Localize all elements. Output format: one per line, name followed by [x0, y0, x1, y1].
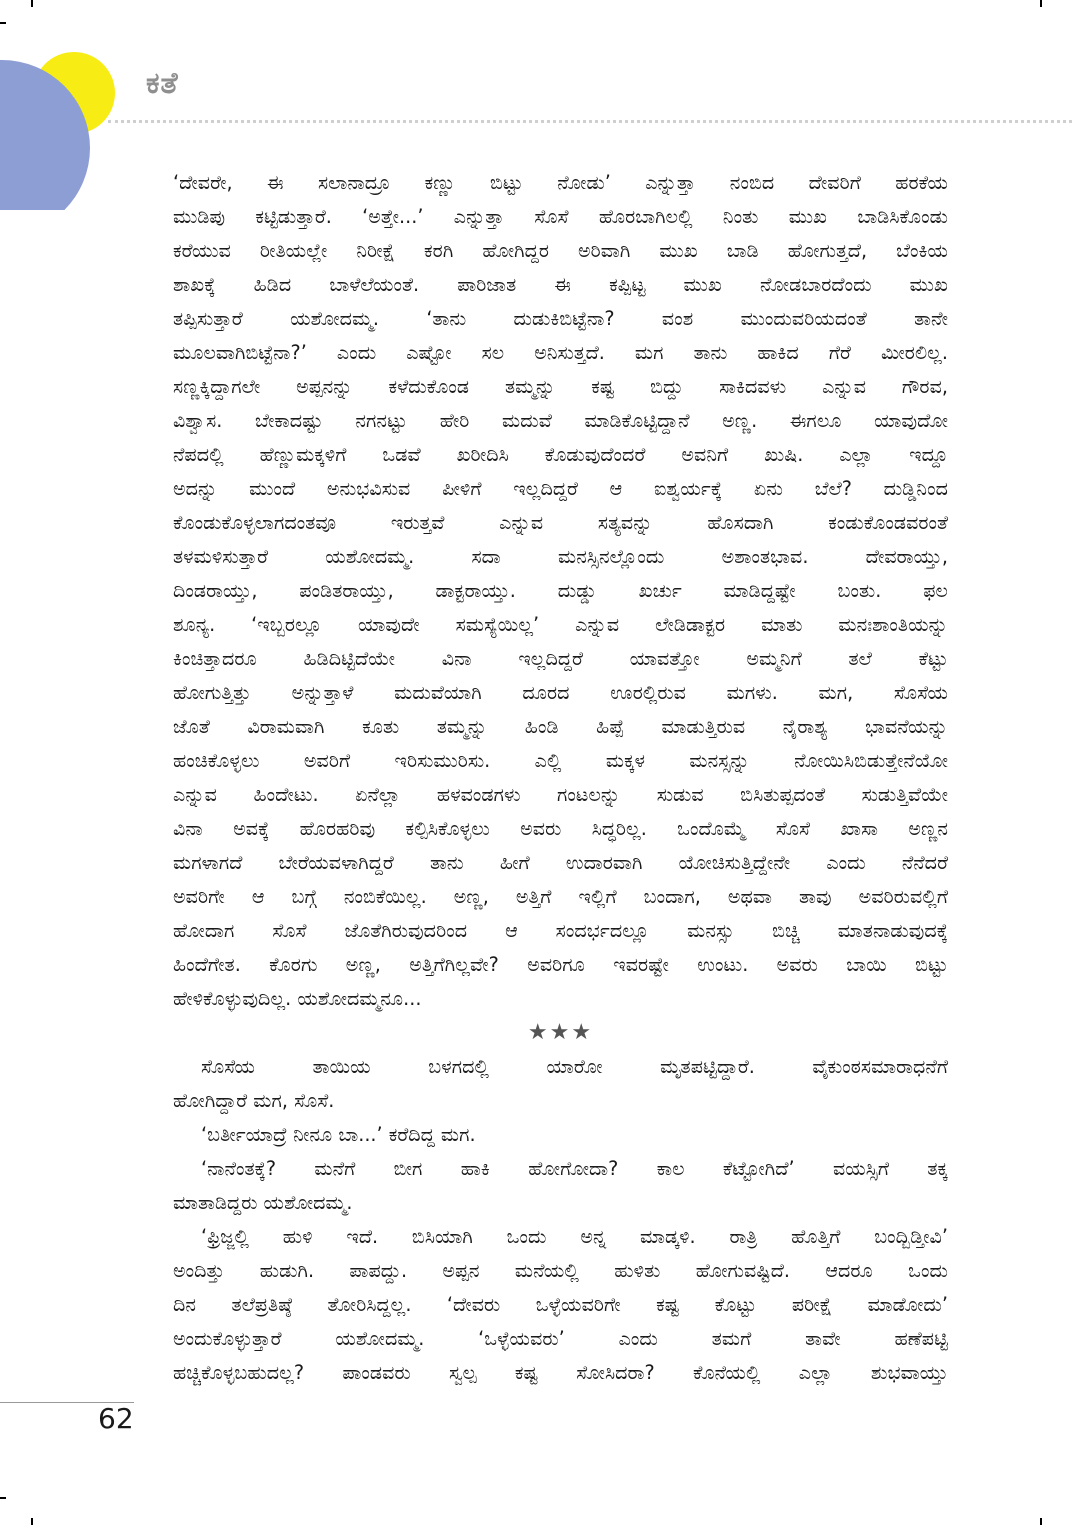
text-line: ದಿಂಡರಾಯ್ತು, ಪಂಡಿತರಾಯ್ತು, ಡಾಕ್ಟರಾಯ್ತು. ದುಡ್ಡು ಖರ್ಚು ಮಾಡಿದ್ದಷ್ಟೇ ಬಂತು. ಫಲ	[173, 579, 948, 602]
text-line: ಮಗಳಾಗದೆ ಬೇರೆಯವಳಾಗಿದ್ದರೆ ತಾನು ಹೀಗೆ ಉದಾರವಾಗಿ ಯೋಚಿಸುತ್ತಿದ್ದೇನೇ ಎಂದು ನೆನೆದರೆ	[173, 851, 948, 874]
text-line: ವಿನಾ ಅವಕ್ಕೆ ಹೊರಹರಿವು ಕಲ್ಪಿಸಿಕೊಳ್ಳಲು ಅವರು ಸಿದ್ಧರಿಲ್ಲ. ಒಂದೊಮ್ಮೆ ಸೊಸೆ ಖಾಸಾ ಅಣ್ಣನ	[173, 817, 948, 840]
page-number: 62	[98, 1402, 134, 1435]
paragraph	[173, 1152, 948, 1220]
text-line: ನೆಪದಲ್ಲಿ ಹೆಣ್ಣುಮಕ್ಕಳಿಗೆ ಒಡವೆ ಖರೀದಿಸಿ ಕೊಡುವುದೆಂದರೆ ಅವನಿಗೆ ಖುಷಿ. ಎಲ್ಲಾ ಇದ್ದೂ	[173, 443, 948, 466]
text-line: ಮುಡಿಪು ಕಟ್ಟಿಡುತ್ತಾರೆ. ‘ಅತ್ತೇ...’ ಎನ್ನುತ್ತಾ ಸೊಸೆ ಹೊರಬಾಗಿಲಲ್ಲಿ ನಿಂತು ಮುಖ ಬಾಡಿಸಿಕೊಂಡು	[173, 205, 948, 228]
paragraph	[173, 1118, 948, 1152]
text-line: ಹಚ್ಚಿಕೊಳ್ಳಬಹುದಲ್ಲ? ಪಾಂಡವರು ಸ್ವಲ್ಪ ಕಷ್ಟ ಸೋಸಿದರಾ? ಕೊನೆಯಲ್ಲಿ ಎಲ್ಲಾ ಶುಭವಾಯ್ತು	[173, 1361, 948, 1384]
crop-mark	[0, 1497, 6, 1499]
paragraph	[173, 1220, 948, 1390]
text-line: ಶಾಖಕ್ಕೆ ಹಿಡಿದ ಬಾಳೆಲೆಯಂತೆ. ಪಾರಿಜಾತ ಈ ಕಪ್ಪಿಟ್ಟ ಮುಖ ನೋಡಬಾರದೆಂದು ಮುಖ	[173, 273, 948, 296]
text-line: ‘ಬರ್ತೀಯಾದ್ರೆ ನೀನೂ ಬಾ...’ ಕರೆದಿದ್ದ ಮಗ.	[201, 1123, 476, 1146]
text-line: ಹಿಂದೆಗೇತ. ಕೊರಗು ಅಣ್ಣ, ಅತ್ತಿಗೆಗಿಲ್ಲವೇ? ಅವರಿಗೂ ಇವರಷ್ಟೇ ಉಂಟು. ಅವರು ಬಾಯಿ ಬಿಟ್ಟು	[173, 953, 948, 976]
text-line: ಶೂನ್ಯ. ‘ಇಬ್ಬರಲ್ಲೂ ಯಾವುದೇ ಸಮಸ್ಯೆಯಿಲ್ಲ’ ಎನ್ನುವ ಲೇಡಿಡಾಕ್ಟರ ಮಾತು ಮನಃಶಾಂತಿಯನ್ನು	[173, 613, 948, 636]
paragraph	[173, 166, 948, 1016]
section-title: ಕತೆ	[146, 66, 179, 101]
text-line: ‘ನಾನೆಂತಕ್ಕೆ? ಮನೆಗೆ ಬೀಗ ಹಾಕಿ ಹೋಗೋದಾ? ಕಾಲ ಕೆಟ್ಟೋಗಿದೆ’ ವಯಸ್ಸಿಗೆ ತಕ್ಕ	[201, 1157, 948, 1180]
text-line: ‘ಫ್ರಿಜ್ಜಲ್ಲಿ ಹುಳಿ ಇದೆ. ಬಿಸಿಯಾಗಿ ಒಂದು ಅನ್ನ ಮಾಡ್ಕಳಿ. ರಾತ್ರಿ ಹೊತ್ತಿಗೆ ಬಂದ್ಬಿಡ್ತೀವಿ’	[201, 1225, 948, 1248]
text-line: ಹಂಚಿಕೊಳ್ಳಲು ಅವರಿಗೆ ಇರಿಸುಮುರಿಸು. ಎಲ್ಲಿ ಮಕ್ಕಳ ಮನಸ್ಸನ್ನು ನೋಯಿಸಿಬಿಡುತ್ತೇನೆಯೋ	[173, 749, 948, 772]
text-line: ದಿನ ತಲೆಪ್ರತಿಷ್ಠೆ ತೋರಿಸಿದ್ದಲ್ಲ. ‘ದೇವರು ಒಳ್ಳೆಯವರಿಗೇ ಕಷ್ಟ ಕೊಟ್ಟು ಪರೀಕ್ಷೆ ಮಾಡೋದು’	[173, 1293, 948, 1316]
dotted-divider	[108, 120, 1072, 123]
text-line: ಮೂಲವಾಗಿಬಿಟ್ಟೆನಾ?’ ಎಂದು ಎಷ್ಟೋ ಸಲ ಅನಿಸುತ್ತದೆ. ಮಗ ತಾನು ಹಾಕಿದ ಗೆರೆ ಮೀರಲಿಲ್ಲ.	[173, 341, 948, 364]
story-body	[173, 166, 948, 1390]
section-separator-stars: ★★★	[527, 1020, 594, 1045]
text-line: ವಿಶ್ವಾಸ. ಬೇಕಾದಷ್ಟು ನಗನಟ್ಟು ಹೇರಿ ಮದುವೆ ಮಾಡಿಕೊಟ್ಟಿದ್ದಾನೆ ಅಣ್ಣ. ಈಗಲೂ ಯಾವುದೋ	[173, 409, 948, 432]
text-line: ಅಂದಿತ್ತು ಹುಡುಗಿ. ಪಾಪದ್ದು. ಅಪ್ಪನ ಮನೆಯಲ್ಲಿ ಹುಳಿತು ಹೋಗುವಷ್ಟಿದೆ. ಆದರೂ ಒಂದು	[173, 1259, 948, 1282]
text-line: ಕರೆಯುವ ರೀತಿಯಲ್ಲೇ ನಿರೀಕ್ಷೆ ಕರಗಿ ಹೋಗಿದ್ದರ ಅರಿವಾಗಿ ಮುಖ ಬಾಡಿ ಹೋಗುತ್ತದೆ, ಬೆಂಕಿಯ	[173, 239, 948, 262]
crop-mark	[1040, 0, 1042, 7]
text-line: ಹೇಳಿಕೊಳ್ಳುವುದಿಲ್ಲ. ಯಶೋದಮ್ಮನೂ...	[173, 987, 422, 1010]
crop-mark	[1040, 1518, 1042, 1525]
text-line: ಹೋದಾಗ ಸೊಸೆ ಜೊತೆಗಿರುವುದರಿಂದ ಆ ಸಂದರ್ಭದಲ್ಲೂ ಮನಸ್ಸು ಬಿಚ್ಚಿ ಮಾತನಾಡುವುದಕ್ಕೆ	[173, 919, 948, 942]
paragraph	[173, 1050, 948, 1118]
text-line: ಎನ್ನುವ ಹಿಂದೇಟು. ಏನೆಲ್ಲಾ ಹಳವಂಡಗಳು ಗಂಟಲನ್ನು ಸುಡುವ ಬಿಸಿತುಪ್ಪದಂತೆ ಸುಡುತ್ತಿವೆಯೇ	[173, 783, 948, 806]
text-line: ಹೋಗುತ್ತಿತ್ತು ಅನ್ನುತ್ತಾಳೆ ಮದುವೆಯಾಗಿ ದೂರದ ಊರಲ್ಲಿರುವ ಮಗಳು. ಮಗ, ಸೊಸೆಯ	[173, 681, 948, 704]
text-line: ಅದನ್ನು ಮುಂದೆ ಅನುಭವಿಸುವ ಪೀಳಿಗೆ ಇಲ್ಲದಿದ್ದರೆ ಆ ಐಶ್ವರ್ಯಕ್ಕೆ ಏನು ಬೆಲೆ? ದುಡ್ಡಿನಿಂದ	[173, 477, 948, 500]
text-line: ಕಿಂಚಿತ್ತಾದರೂ ಹಿಡಿದಿಟ್ಟಿದೆಯೇ ವಿನಾ ಇಲ್ಲದಿದ್ದರೆ ಯಾವತ್ತೋ ಅಮ್ಮನಿಗೆ ತಲೆ ಕೆಟ್ಟು	[173, 647, 948, 670]
text-line: ತಪ್ಪಿಸುತ್ತಾರೆ ಯಶೋದಮ್ಮ. ‘ತಾನು ದುಡುಕಿಬಿಟ್ಟೆನಾ? ವಂಶ ಮುಂದುವರಿಯದಂತೆ ತಾನೇ	[173, 307, 948, 330]
text-line: ಜೊತೆ ವಿರಾಮವಾಗಿ ಕೂತು ತಮ್ಮನ್ನು ಹಿಂಡಿ ಹಿಪ್ಪೆ ಮಾಡುತ್ತಿರುವ ನೈರಾಶ್ಯ ಭಾವನೆಯನ್ನು	[173, 715, 948, 738]
header-decoration	[0, 0, 140, 210]
text-line: ಮಾತಾಡಿದ್ದರು ಯಶೋದಮ್ಮ.	[173, 1191, 353, 1214]
text-line: ಅಂದುಕೊಳ್ಳುತ್ತಾರೆ ಯಶೋದಮ್ಮ. ‘ಒಳ್ಳೆಯವರು’ ಎಂದು ತಮಗೆ ತಾವೇ ಹಣೆಪಟ್ಟಿ	[173, 1327, 948, 1350]
text-line: ತಳಮಳಿಸುತ್ತಾರೆ ಯಶೋದಮ್ಮ. ಸದಾ ಮನಸ್ಸಿನಲ್ಲೊಂದು ಅಶಾಂತಭಾವ. ದೇವರಾಯ್ತು,	[173, 545, 948, 568]
text-line: ಸಣ್ಣಕ್ಕಿದ್ದಾಗಲೇ ಅಪ್ಪನನ್ನು ಕಳೆದುಕೊಂಡ ತಮ್ಮನ್ನು ಕಷ್ಟ ಬಿದ್ದು ಸಾಕಿದವಳು ಎನ್ನುವ ಗೌರವ,	[173, 375, 948, 398]
text-line: ಹೋಗಿದ್ದಾರೆ ಮಗ, ಸೊಸೆ.	[173, 1089, 335, 1112]
text-line: ಕೊಂಡುಕೊಳ್ಳಲಾಗದಂತವೂ ಇರುತ್ತವೆ ಎನ್ನುವ ಸತ್ಯವನ್ನು ಹೊಸದಾಗಿ ಕಂಡುಕೊಂಡವರಂತೆ	[173, 511, 948, 534]
text-line: ಅವರಿಗೇ ಆ ಬಗ್ಗೆ ನಂಬಿಕೆಯಿಲ್ಲ. ಅಣ್ಣ, ಅತ್ತಿಗೆ ಇಲ್ಲಿಗೆ ಬಂದಾಗ, ಅಥವಾ ತಾವು ಅವರಿರುವಲ್ಲಿಗೆ	[173, 885, 948, 908]
text-line: ಸೊಸೆಯ ತಾಯಿಯ ಬಳಗದಲ್ಲಿ ಯಾರೋ ಮೃತಪಟ್ಟಿದ್ದಾರೆ. ವೈಕುಂಠಸಮಾರಾಧನೆಗೆ	[201, 1055, 948, 1078]
text-line: ‘ದೇವರೇ, ಈ ಸಲಾನಾದ್ರೂ ಕಣ್ಣು ಬಿಟ್ಟು ನೋಡು’ ಎನ್ನುತ್ತಾ ನಂಬಿದ ದೇವರಿಗೆ ಹರಕೆಯ	[173, 171, 948, 194]
crop-mark	[31, 1518, 33, 1525]
